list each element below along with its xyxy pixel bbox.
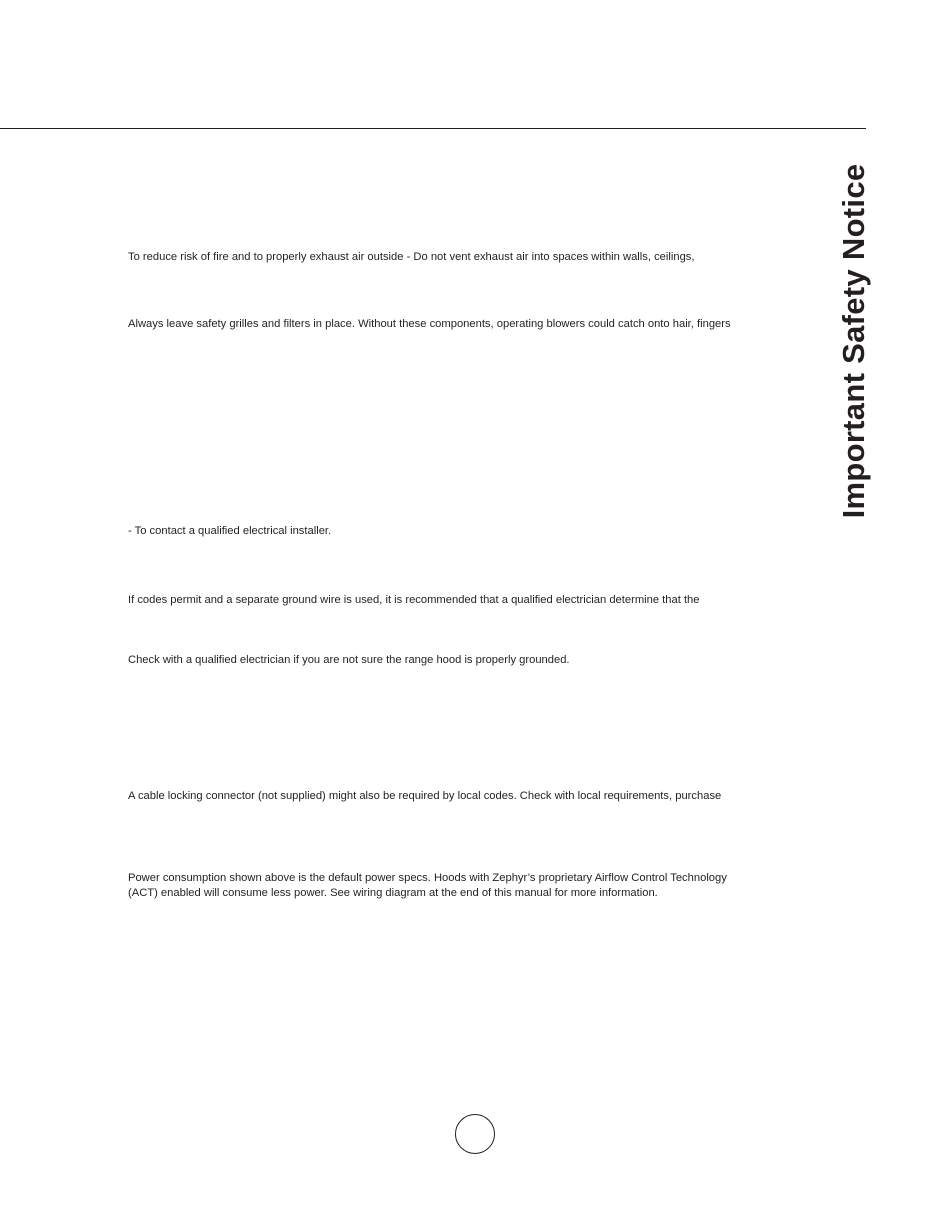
check-grounded-text: Check with a qualified electrician if you are not sure the range hood is properly grounded. bbox=[128, 654, 570, 666]
power-consumption-line-1: Power consumption shown above is the default power specs. Hoods with Zephyr’s proprietary Airflow Control Technology bbox=[128, 872, 727, 884]
cable-connector-text: A cable locking connector (not supplied) might also be required by local codes. Check with local requirements, purchase bbox=[128, 790, 722, 802]
safety-grilles-text: Always leave safety grilles and filters in place. Without these components, operating blowers could catch onto hair, fingers bbox=[128, 318, 731, 330]
page-number-circle bbox=[455, 1114, 495, 1154]
ground-wire-text: If codes permit and a separate ground wire is used, it is recommended that a qualified electrician determine that the bbox=[128, 594, 700, 606]
section-title-vertical: Important Safety Notice bbox=[836, 163, 871, 519]
power-consumption-line-2: (ACT) enabled will consume less power. See wiring diagram at the end of this manual for more information. bbox=[128, 887, 658, 899]
vent-exhaust-text: To reduce risk of fire and to properly exhaust air outside - Do not vent exhaust air into spaces within walls, ceilings, bbox=[128, 251, 695, 263]
header-rule bbox=[0, 128, 866, 129]
qualified-installer-item: - To contact a qualified electrical installer. bbox=[128, 525, 332, 537]
power-consumption-text bbox=[128, 871, 818, 901]
